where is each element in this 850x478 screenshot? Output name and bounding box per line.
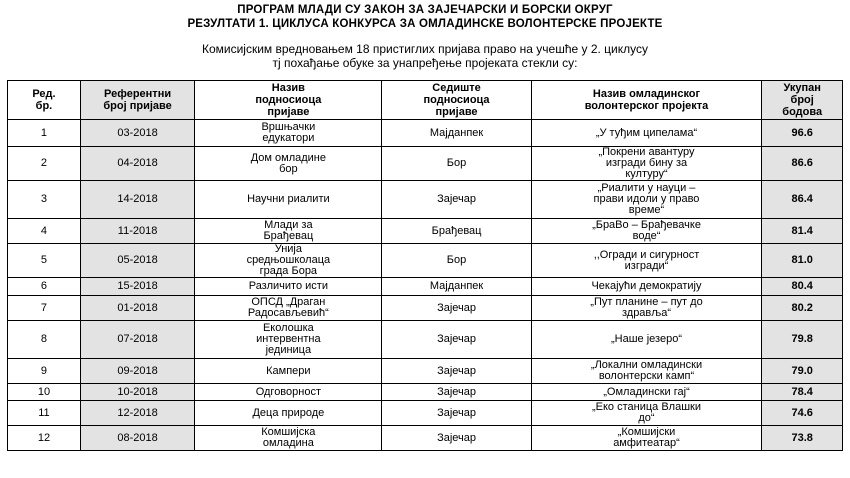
row-number: 6 — [8, 278, 81, 296]
applicant-seat: Зајечар — [382, 321, 531, 359]
total-score: 78.4 — [762, 384, 843, 401]
col-header-ref: Референтни број пријаве — [80, 81, 194, 120]
reference-number: 09-2018 — [80, 359, 194, 384]
reference-number: 12-2018 — [80, 401, 194, 426]
table-row — [8, 219, 843, 244]
total-score: 79.8 — [762, 321, 843, 359]
reference-number: 05-2018 — [80, 244, 194, 278]
table-row — [8, 181, 843, 219]
reference-number: 11-2018 — [80, 219, 194, 244]
applicant-seat: Мајданпек — [382, 120, 531, 147]
applicant-name: ОПСД „Драган Радосављевић“ — [195, 296, 382, 321]
applicant-name: Дом омладине бор — [195, 147, 382, 181]
project-name: Чекајући демократију — [531, 278, 762, 296]
row-number: 4 — [8, 219, 81, 244]
row-number: 2 — [8, 147, 81, 181]
program-title: ПРОГРАМ МЛАДИ СУ ЗАКОН ЗА ЗАЈЕЧАРСКИ И БОРСКИ ОКРУГ — [237, 4, 613, 16]
project-name: „Риалити у науци – прави идоли у право време“ — [531, 181, 762, 219]
col-header-applicant: Назив подносиоца пријаве — [195, 81, 382, 120]
table-row — [8, 384, 843, 401]
reference-number: 01-2018 — [80, 296, 194, 321]
project-name: „Наше језеро“ — [531, 321, 762, 359]
table-row — [8, 120, 843, 147]
table-row — [8, 426, 843, 451]
applicant-seat: Зајечар — [382, 359, 531, 384]
project-name: „Пут планине – пут до здравља“ — [531, 296, 762, 321]
reference-number: 10-2018 — [80, 384, 194, 401]
col-header-no: Ред. бр. — [8, 81, 81, 120]
table-body — [8, 120, 843, 451]
project-name: „Комшијски амфитеатар“ — [531, 426, 762, 451]
total-score: 86.4 — [762, 181, 843, 219]
applicant-name: Унија средњошколаца града Бора — [195, 244, 382, 278]
col-header-project: Назив омладинског волонтерског пројекта — [531, 81, 762, 120]
applicant-seat: Мајданпек — [382, 278, 531, 296]
applicant-seat: Зајечар — [382, 181, 531, 219]
row-number: 3 — [8, 181, 81, 219]
reference-number: 08-2018 — [80, 426, 194, 451]
results-table — [7, 80, 843, 451]
applicant-name: Одговорност — [195, 384, 382, 401]
row-number: 12 — [8, 426, 81, 451]
applicant-seat: Зајечар — [382, 426, 531, 451]
applicant-seat: Зајечар — [382, 384, 531, 401]
reference-number: 14-2018 — [80, 181, 194, 219]
applicant-seat: Зајечар — [382, 296, 531, 321]
table-row — [8, 278, 843, 296]
applicant-seat: Бор — [382, 147, 531, 181]
applicant-name: Деца природе — [195, 401, 382, 426]
total-score: 73.8 — [762, 426, 843, 451]
total-score: 79.0 — [762, 359, 843, 384]
table-row — [8, 296, 843, 321]
project-name: „Локални омладински волонтерски камп“ — [531, 359, 762, 384]
applicant-name: Млади за Брађевац — [195, 219, 382, 244]
applicant-name: Комшијска омладина — [195, 426, 382, 451]
total-score: 86.6 — [762, 147, 843, 181]
applicant-name: Различито исти — [195, 278, 382, 296]
applicant-name: Научни риалити — [195, 181, 382, 219]
total-score: 81.4 — [762, 219, 843, 244]
total-score: 80.4 — [762, 278, 843, 296]
reference-number: 04-2018 — [80, 147, 194, 181]
project-name: „У туђим ципелама“ — [531, 120, 762, 147]
applicant-seat: Зајечар — [382, 401, 531, 426]
col-header-score: Укупан број бодова — [762, 81, 843, 120]
table-row — [8, 359, 843, 384]
row-number: 7 — [8, 296, 81, 321]
total-score: 96.6 — [762, 120, 843, 147]
table-row — [8, 147, 843, 181]
row-number: 5 — [8, 244, 81, 278]
total-score: 74.6 — [762, 401, 843, 426]
intro-text — [0, 42, 850, 70]
project-name: ,,Огради и сигурност изгради“ — [531, 244, 762, 278]
reference-number: 03-2018 — [80, 120, 194, 147]
project-name: „Омладински гај“ — [531, 384, 762, 401]
applicant-seat: Брађевац — [382, 219, 531, 244]
col-header-seat: Седиште подносиоца пријаве — [382, 81, 531, 120]
row-number: 8 — [8, 321, 81, 359]
reference-number: 07-2018 — [80, 321, 194, 359]
results-title: РЕЗУЛТАТИ 1. ЦИКЛУСА КОНКУРСА ЗА ОМЛАДИНСКЕ ВОЛОНТЕРСКЕ ПРОЈЕКТЕ — [187, 18, 663, 30]
project-name: „Еко станица Влашки до“ — [531, 401, 762, 426]
row-number: 10 — [8, 384, 81, 401]
applicant-name: Кампери — [195, 359, 382, 384]
table-row — [8, 244, 843, 278]
total-score: 81.0 — [762, 244, 843, 278]
project-name: „Покрени авантуру изгради бину за културу“ — [531, 147, 762, 181]
intro-line-1: Комисијским вредновањем 18 пристиглих пријава право на учешће у 2. циклусу — [201, 42, 649, 56]
row-number: 1 — [8, 120, 81, 147]
table-header-row — [8, 81, 843, 120]
table-row — [8, 401, 843, 426]
reference-number: 15-2018 — [80, 278, 194, 296]
table-row — [8, 321, 843, 359]
row-number: 9 — [8, 359, 81, 384]
project-name: „БраВо – Брађевачке воде“ — [531, 219, 762, 244]
applicant-name: Еколошка интервентна јединица — [195, 321, 382, 359]
row-number: 11 — [8, 401, 81, 426]
applicant-seat: Бор — [382, 244, 531, 278]
applicant-name: Вршњачки едукатори — [195, 120, 382, 147]
total-score: 80.2 — [762, 296, 843, 321]
intro-line-2: тј похађање обуке за унапређење пројеката стекли су: — [272, 56, 578, 70]
